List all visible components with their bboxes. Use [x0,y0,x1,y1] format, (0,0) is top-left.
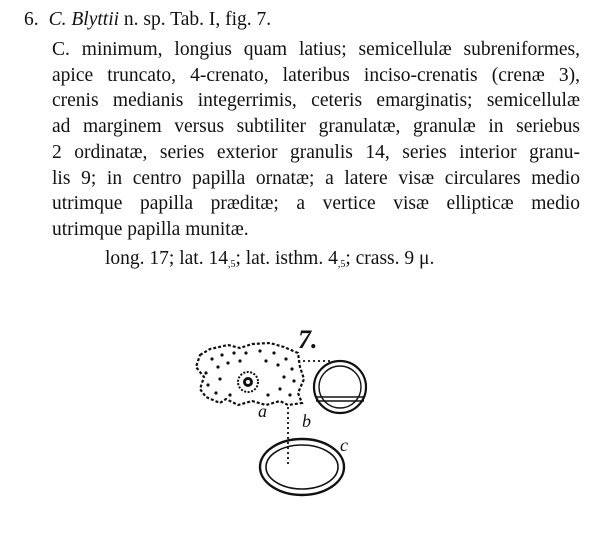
figure-label-a: a [258,401,267,421]
description-line: apice truncato, 4-crenato, lateribus inciso-crenatis (crenæ 3), [52,64,580,86]
measure-lat-decimal: ,5 [227,259,236,270]
measure-crass: ; crass. 9 μ. [345,248,435,269]
description-line: crenis medianis integerrimis, ceteris emarginatis; semicellulæ [52,90,580,112]
species-description [52,37,580,243]
figure-number-label: 7. [298,325,318,354]
semicell-outline [196,343,304,405]
measure-isthm: ; lat. isthm. 4 [235,248,338,269]
measure-long: long. 17; [105,248,175,269]
description-line: lis 9; in centro papilla ornatæ; a latere visæ circulares medio [52,167,580,189]
measure-lat: lat. 14 [179,248,228,269]
side-view-cell [314,361,366,413]
front-view-semicell [196,343,304,405]
figure-drawing [180,315,380,505]
measure-isthm-decimal: ,5 [337,259,346,270]
description-line: ad marginem versus subtiliter granulatæ, granulæ in seriebus [52,116,580,138]
figure-7 [180,315,380,505]
top-view-cell [260,439,344,495]
species-entry-heading [24,8,271,32]
description-line: C. minimum, longius quam latius; semicellulæ subreniformes, [52,39,580,60]
species-reference: n. sp. Tab. I, fig. 7. [119,9,272,30]
description-line: utrimque papilla munitæ. [52,218,249,240]
description-line: 2 ordinatæ, series exterior granulis 14, series interior granu- [52,141,580,163]
description-line: utrimque papilla præditæ; a vertice visæ ellipticæ medio [52,193,580,215]
entry-number: 6. [24,9,39,30]
species-name: C. Blyttii [48,9,120,30]
measurements-line [105,247,434,277]
figure-label-b: b [302,411,311,431]
figure-label-c: c [340,435,348,455]
